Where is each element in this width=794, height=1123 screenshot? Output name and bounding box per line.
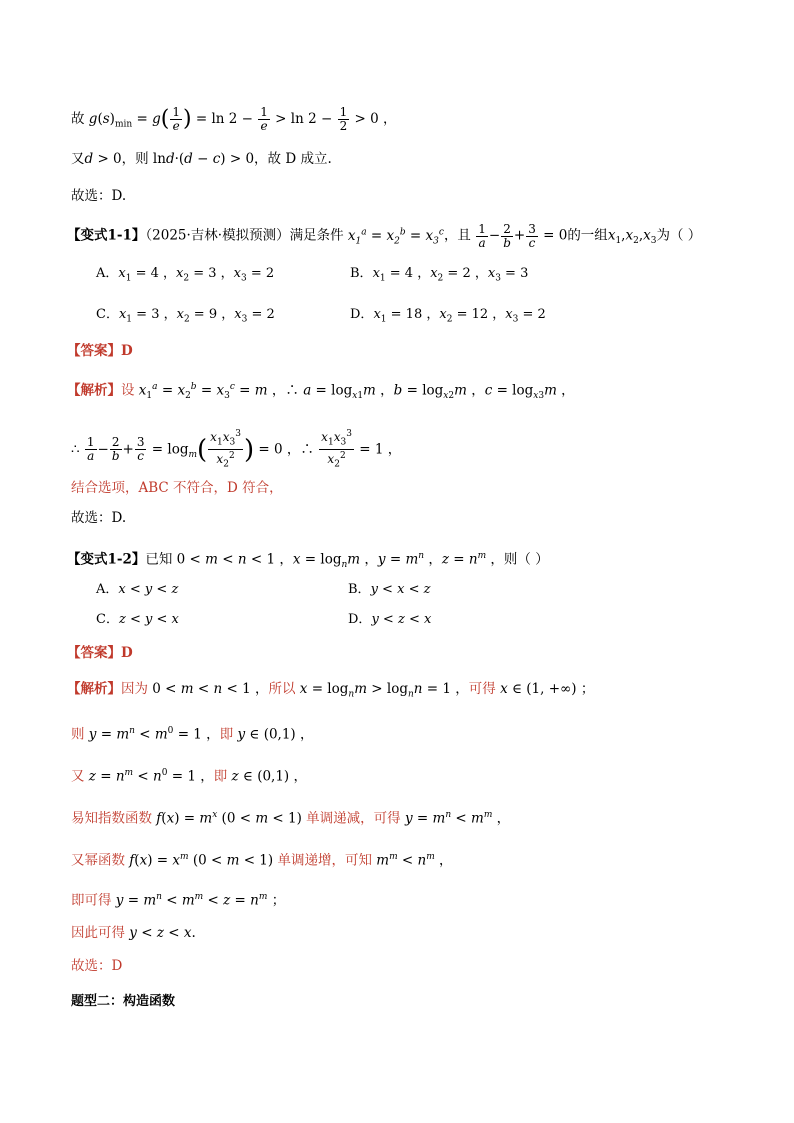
option-a-text: A．$x_1 = 4$ ，$x_2 = 3$ ，$x_3 = 2$ bbox=[96, 266, 275, 284]
analysis-1-2-line3: 又 $z = n^m < n^0 = 1$ ，即 z ∈ (0,1) ， bbox=[71, 768, 307, 785]
analysis-1-2-line5: 又幂函数 $f(x) = x^m$ (0 < m < 1) 单调递增，可知 $m^m < n^m$ ， bbox=[71, 852, 453, 869]
line2-prefix: 又 bbox=[71, 151, 85, 167]
option-d[interactable] bbox=[350, 306, 546, 329]
option-1-2-d-text: D．y < z < x bbox=[348, 612, 432, 627]
analysis-tag: 【解析】 bbox=[67, 382, 121, 399]
option-d-text: D．$x_1 = 18$ ，$x_2 = 12$ ，$x_3 = 2$ bbox=[350, 307, 546, 325]
analysis-1-2-tag: 【解析】 bbox=[67, 681, 121, 697]
analysis-1-2-line6: 即可得 $y = m^n < m^m < z = n^m$ ； bbox=[71, 892, 286, 909]
conclusion-1: 故选：D. bbox=[71, 188, 127, 204]
option-c-text: C．$x_1 = 3$ ，$x_2 = 9$ ，$x_3 = 2$ bbox=[96, 307, 275, 325]
option-1-2-a-text: A．x < y < z bbox=[96, 582, 179, 597]
variant-1-1-source: （2025·吉林·模拟预测） bbox=[145, 227, 290, 244]
variant-1-1-tag: 【变式1-1】 bbox=[67, 227, 146, 244]
line2-body: d > 0，则 lnd·(d − c) > 0，故 D 成立. bbox=[84, 151, 332, 167]
answer-1-1: 【答案】D bbox=[67, 343, 133, 359]
eq-line-d-positive bbox=[71, 149, 332, 169]
analysis-1-2-line4: 易知指数函数 $f(x) = m^x$ (0 < m < 1) 单调递减，可得 $y = m^n < m^m$ ， bbox=[71, 810, 511, 827]
analysis-1-2-line1: 【解析】因为 0 < m < n < 1 ，所以 $x = \log_nm > \log_nn = 1$ ，可得 x ∈ (1, +∞) ； bbox=[67, 681, 595, 700]
condition-eq: $x_1^a = x_2^b = x_3^c$ bbox=[347, 227, 444, 247]
answer-1-2: 【答案】D bbox=[67, 645, 133, 661]
variant-1-2-tag: 【变式1-2】 bbox=[67, 551, 146, 568]
analysis-1-2-line2: 则 $y = m^n < m^0 = 1$ ，即 y ∈ (0,1) ， bbox=[71, 726, 314, 743]
section-heading: 题型二：构造函数 bbox=[71, 994, 176, 1009]
option-a[interactable] bbox=[96, 265, 274, 288]
variant-1-1-stem: 【变式1-1】（2025·吉林·模拟预测）满足条件 $x_1^a = x_2^b = x_3^c$，且 $\frac{1}{a}$ − $\frac{2}{b}$ + $\frac{3}{c}$ = 0的一组$x_1,x_2,x_3$为（ ） bbox=[67, 221, 702, 250]
eq-gs-min-text: 故 $g(s)_{min} = g$( $\frac{1}{e}$ ) = ln 2 − $\frac{1}{e}$ > ln 2 − $\frac{1}{2}$ > 0 ， bbox=[71, 105, 397, 133]
option-1-2-b-text: B．y < x < z bbox=[348, 582, 431, 597]
option-1-2-c[interactable] bbox=[96, 611, 179, 629]
analysis-1-1-line1: 【解析】设 $x_1^a = x_2^b = x_3^c = m$ ，∴ $a = \log_{x1}m$ ，$b = \log_{x2}m$ ，$c = \log_{x3}m$ ， bbox=[67, 382, 575, 402]
conclusion-1-1: 故选：D. bbox=[71, 510, 127, 526]
eq-line-gs-min bbox=[71, 106, 397, 135]
option-1-2-c-text: C．z < y < x bbox=[96, 612, 179, 627]
option-c[interactable] bbox=[96, 306, 275, 329]
variant-1-2-stem: 【变式1-2】已知 0 < m < n < 1 ，$x = \log_nm$ ，$y = m^n$ ，$z = n^m$ ，则（ ） bbox=[67, 551, 549, 571]
analysis-1-1-line2: ∴ $\frac{1}{a}$ − $\frac{2}{b}$ + $\frac{3}{c}$ = $\log_m$( $\frac{x_1x_3^3}{x_2^2}$ ) = 0 ，∴ $\frac{x_1x_3^3}{x_2^2}$ = 1 ， bbox=[71, 429, 402, 470]
stem-c: 的一组 bbox=[567, 227, 608, 244]
option-1-2-d[interactable] bbox=[348, 611, 431, 629]
stem-d: 为（ ） bbox=[656, 227, 702, 244]
analysis-1-2-line7: 因此可得 y < z < x. bbox=[71, 925, 196, 941]
stem-a: 满足条件 bbox=[289, 227, 344, 244]
option-b-text: B．$x_1 = 4$ ，$x_2 = 2$ ，$x_3 = 3$ bbox=[350, 266, 529, 284]
analysis-1-1-line3: 结合选项，ABC 不符合，D 符合， bbox=[71, 480, 283, 496]
option-1-2-b[interactable] bbox=[348, 581, 430, 599]
option-b[interactable] bbox=[350, 265, 528, 288]
stem-b: ，且 bbox=[443, 227, 471, 244]
option-1-2-a[interactable] bbox=[96, 581, 178, 599]
conclusion-1-2: 故选：D bbox=[71, 958, 123, 974]
